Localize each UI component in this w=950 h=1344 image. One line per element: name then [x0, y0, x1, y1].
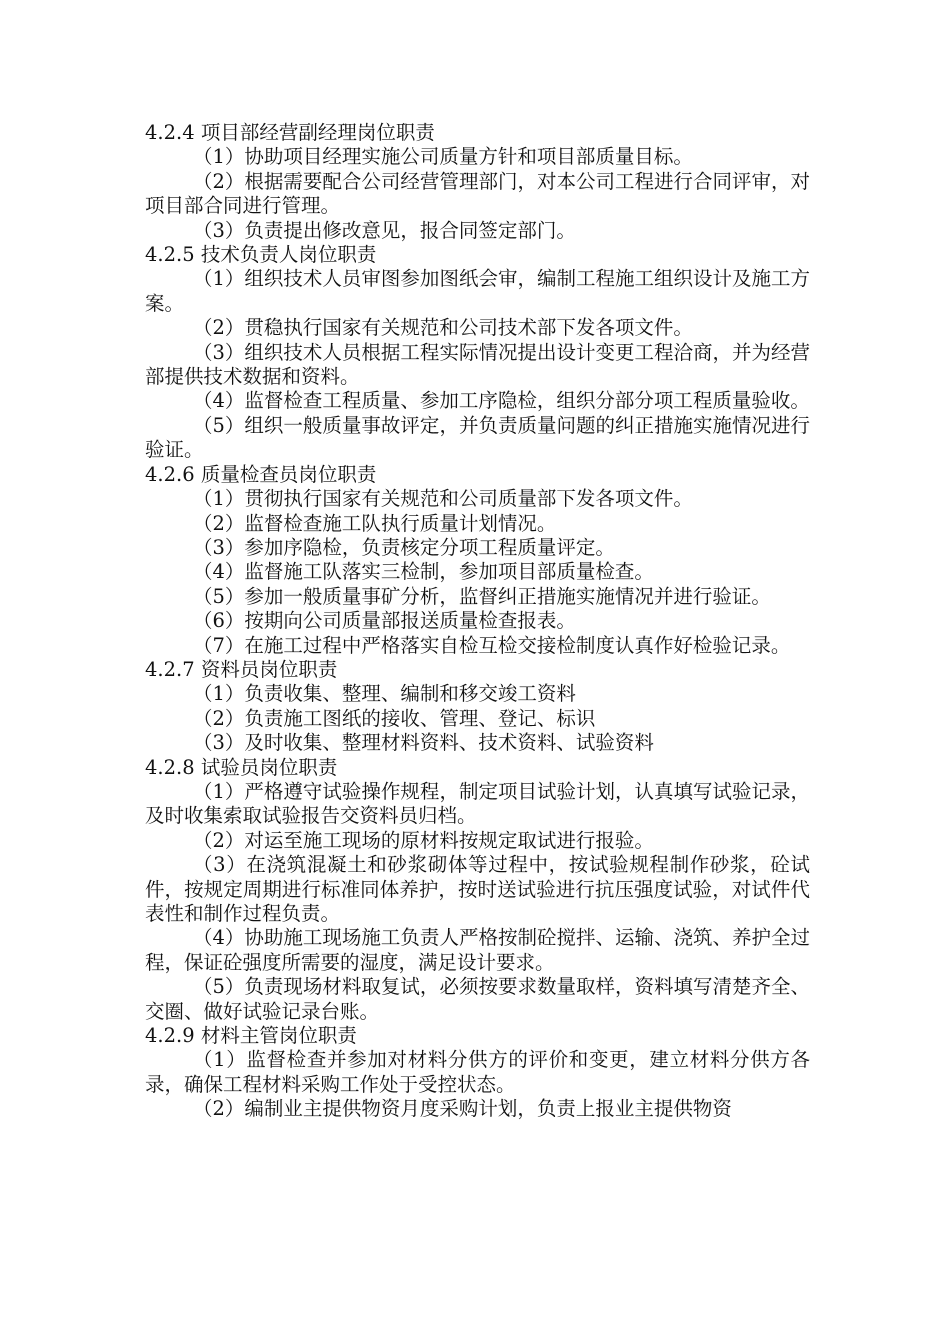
duty-item: （3）及时收集、整理材料资料、技术资料、试验资料 [193, 731, 654, 755]
duty-item: （1）组织技术人员审图参加图纸会审，编制工程施工组织设计及施工方案。 [145, 267, 810, 315]
duty-item: （2）负责施工图纸的接收、管理、登记、标识 [193, 706, 596, 730]
duty-item: （5）组织一般质量事故评定，并负责质量问题的纠正措施实施情况进行验证。 [145, 413, 810, 462]
duty-item: （1）贯彻执行国家有关规范和公司质量部下发各项文件。 [193, 487, 693, 511]
duty-item: （4）监督检查工程质量、参加工序隐检，组织分部分项工程质量验收。 [193, 389, 810, 413]
section-heading: 4.2.9 材料主管岗位职责 [145, 1024, 357, 1048]
duty-item: （1）监督检查并参加对材料分供方的评价和变更，建立材料分供方各录，确保工程材料采购工作处于受控状态。 [145, 1048, 810, 1096]
section-heading: 4.2.6 质量检查员岗位职责 [145, 462, 377, 486]
section-heading: 4.2.8 试验员岗位职责 [145, 755, 338, 779]
duty-item: （7）在施工过程中严格落实自检互检交接检制度认真作好检验记录。 [193, 633, 791, 657]
duty-item: （1）协助项目经理实施公司质量方针和项目部质量目标。 [193, 145, 693, 169]
duty-item: （5）负责现场材料取复试，必须按要求数量取样，资料填写清楚齐全、交圈、做好试验记录台账。 [145, 975, 810, 1023]
section-heading: 4.2.4 项目部经营副经理岗位职责 [145, 121, 435, 144]
duty-item: （3）在浇筑混凝土和砂浆砌体等过程中，按试验规程制作砂浆，砼试件，按规定周期进行标准同体养护，按时送试验进行抗压强度试验，对试件代表性和制作过程负责。 [145, 853, 810, 925]
duty-item: （2）对运至施工现场的原材料按规定取试进行报验。 [193, 828, 654, 852]
duty-item: （4）监督施工队落实三检制，参加项目部质量检查。 [193, 560, 654, 584]
duty-item: （3）组织技术人员根据工程实际情况提出设计变更工程洽商，并为经营部提供技术数据和资料。 [145, 340, 810, 389]
duty-item: （2）根据需要配合公司经营管理部门，对本公司工程进行合同评审，对项目部合同进行管理。 [145, 169, 810, 218]
duty-item: （2）贯稳执行国家有关规范和公司技术部下发各项文件。 [193, 316, 693, 340]
duty-item: （6）按期向公司质量部报送质量检查报表。 [193, 609, 576, 633]
duty-item: （1）严格遵守试验操作规程，制定项目试验计划，认真填写试验记录，及时收集索取试验报告交资料员归档。 [145, 779, 810, 828]
duty-item: （4）协助施工现场施工负责人严格按制砼搅拌、运输、浇筑、养护全过程，保证砼强度所需要的湿度，满足设计要求。 [145, 926, 810, 974]
section-heading: 4.2.5 技术负责人岗位职责 [145, 243, 377, 267]
duty-item: （2）编制业主提供物资月度采购计划，负责上报业主提供物资 [193, 1097, 732, 1121]
document-page [145, 121, 810, 1122]
duty-item: （2）监督检查施工队执行质量计划情况。 [193, 511, 557, 535]
duty-item: （3）参加序隐检，负责核定分项工程质量评定。 [193, 535, 615, 559]
duty-item: （3）负责提出修改意见，报合同签定部门。 [193, 218, 576, 242]
section-heading: 4.2.7 资料员岗位职责 [145, 657, 338, 681]
duty-item: （5）参加一般质量事矿分析，监督纠正措施实施情况并进行验证。 [193, 584, 771, 608]
duty-item: （1）负责收集、整理、编制和移交竣工资料 [193, 682, 576, 706]
